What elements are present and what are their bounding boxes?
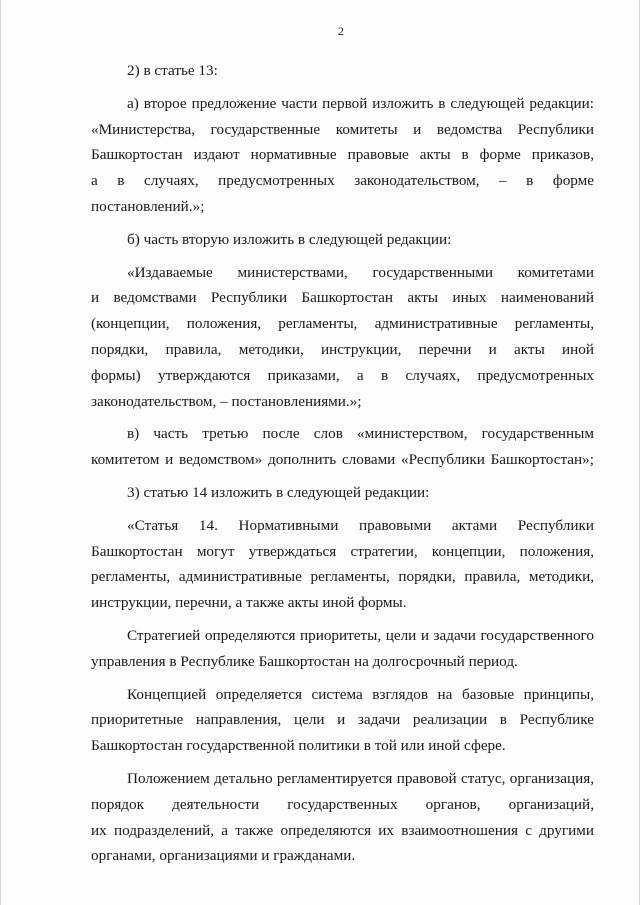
paragraph (91, 58, 594, 84)
text-line: б) часть вторую изложить в следующей редакции: (127, 230, 452, 248)
text-line: (концепции, положения, регламенты, административные регламенты, (91, 315, 594, 333)
paragraph (91, 766, 594, 869)
text-line: инструкции, перечни, а также акты иной формы. (91, 594, 407, 612)
text-line: порядок деятельности государственных органов, организаций, (91, 795, 594, 813)
text-line: в) часть третью после слов «министерством, государственным (127, 425, 594, 443)
paragraph (91, 480, 594, 506)
text-line: Башкортостан издают нормативные правовые акты в форме приказов, (91, 146, 594, 164)
paragraph (91, 421, 594, 473)
text-line: порядки, правила, методики, инструкции, перечни и акты иной (91, 340, 594, 358)
text-line: приоритетные направления, цели и задачи реализации в Республике (91, 711, 594, 729)
text-line: Башкортостан могут утверждаться стратегии, концепции, положения, (91, 542, 594, 560)
paragraph (91, 260, 594, 415)
text-line: постановлений.»; (91, 197, 205, 215)
document-body (91, 58, 594, 869)
text-line: законодательством, – постановлениями.»; (91, 392, 362, 410)
text-line: Стратегией определяются приоритеты, цели и задачи государственного (127, 626, 594, 644)
text-line: «Статья 14. Нормативными правовыми актами Республики (127, 516, 594, 534)
text-line: их подразделений, а также определяются их взаимоотношения с другими (91, 821, 594, 839)
text-line: формы) утверждаются приказами, а в случаях, предусмотренных (91, 366, 594, 384)
text-line: а) второе предложение части первой изложить в следующей редакции: (127, 94, 594, 112)
paragraph (91, 623, 594, 675)
paragraph (91, 227, 594, 253)
text-line: а в случаях, предусмотренных законодательством, – в форме (91, 172, 594, 190)
text-line: Концепцией определяется система взглядов на базовые принципы, (127, 685, 594, 703)
text-line: 2) в статье 13: (127, 62, 218, 79)
text-line: Положением детально регламентируется правовой статус, организация, (127, 769, 594, 787)
paragraph (91, 513, 594, 616)
paragraph (91, 682, 594, 759)
paragraph (91, 91, 594, 220)
text-line: «Издаваемые министерствами, государственными комитетами (127, 263, 594, 281)
text-line: 3) статью 14 изложить в следующей редакции: (127, 483, 430, 501)
text-line: органами, организациями и гражданами. (91, 847, 356, 865)
text-line: Башкортостан государственной политики в той или иной сфере. (91, 737, 506, 755)
text-line: управления в Республике Башкортостан на долгосрочный период. (91, 652, 518, 670)
text-line: комитетом и ведомством» дополнить словами «Республики Башкортостан»; (91, 451, 594, 469)
text-line: регламенты, административные регламенты, порядки, правила, методики, (91, 568, 594, 586)
page-number: 2 (338, 24, 344, 38)
text-line: и ведомствами Республики Башкортостан акты иных наименований (91, 289, 594, 307)
text-line: «Министерства, государственные комитеты и ведомства Республики (91, 120, 594, 138)
